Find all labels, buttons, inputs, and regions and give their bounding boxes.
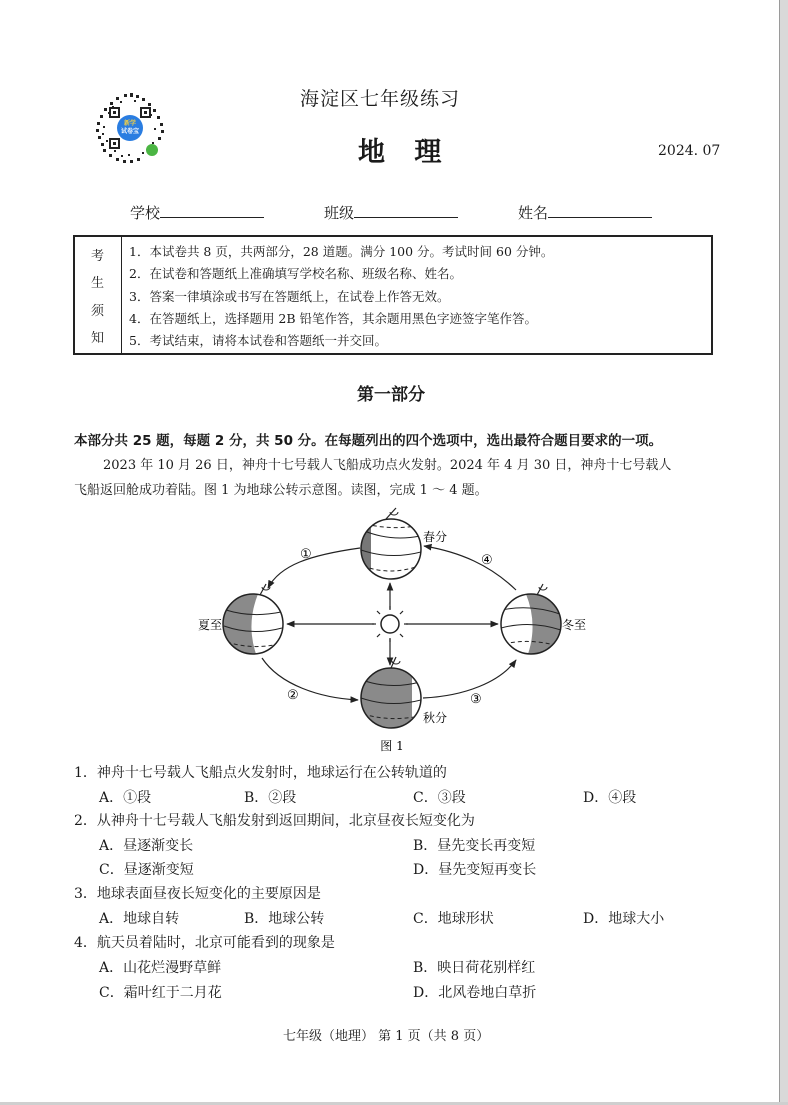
orbit-arc-2 [262,658,358,700]
instructions-side-label [75,237,122,353]
instruction-item: 3．答案一律填涂或书写在答题纸上，在试卷上作答无效。 [129,289,450,304]
section-title: 第一部分 [357,385,425,405]
orbit-arc-4 [424,546,516,590]
class-field [324,202,458,223]
exam-subtitle: 海淀区七年级练习 [300,88,461,110]
figure-caption: 图 1 [380,739,404,753]
side-char: 须 [91,304,105,319]
question-2-option-c[interactable]: C．昼逐渐变短 [99,862,194,878]
label-segment-2: ② [287,688,299,703]
page-edge [780,0,788,1105]
side-char: 知 [91,331,105,346]
question-stem: 2．从神舟十七号载人飞船发射到返回期间，北京昼夜长短变化为 [74,813,475,829]
name-blank [548,203,652,218]
side-char: 生 [91,276,105,291]
label-autumn: 秋分 [423,711,448,725]
earth-winter-solstice [501,584,561,654]
name-label: 姓名 [518,204,549,222]
exam-instructions-box [73,235,713,355]
label-segment-1: ① [300,547,312,562]
question-4-option-b[interactable]: B．映日荷花别样红 [413,960,536,976]
question-1-option-c[interactable]: C．③段 [413,790,466,806]
earth-summer-solstice [223,584,283,654]
question-3-option-c[interactable]: C．地球形状 [413,911,494,927]
instruction-item: 2．在试卷和答题纸上准确填写学校名称、班级名称、姓名。 [129,266,462,281]
earth-autumn-equinox [361,657,422,728]
question-2-option-a[interactable]: A．昼逐渐变长 [99,838,194,854]
question-4-option-a[interactable]: A．山花烂漫野草鲜 [99,960,222,976]
question-3-option-d[interactable]: D．地球大小 [583,911,665,927]
question-stem: 3．地球表面昼夜长短变化的主要原因是 [74,886,321,902]
passage-line: 飞船返回舱成功着陆。图 1 为地球公转示意图。读图，完成 1 ～ 4 题。 [74,483,488,498]
class-label: 班级 [324,204,355,222]
exam-title: 地 理 [358,137,452,168]
page-footer: 七年级（地理） 第 1 页（共 8 页） [283,1029,490,1044]
question-2-option-d[interactable]: D．昼先变短再变长 [413,862,537,878]
section-intro: 本部分共 25 题，每题 2 分，共 50 分。在每题列出的四个选项中，选出最符合题目要求的一项。 [74,433,663,449]
question-2-option-b[interactable]: B．昼先变长再变短 [413,838,536,854]
name-field [518,202,652,223]
school-label: 学校 [130,204,161,222]
school-field [130,202,264,223]
question-1-option-b[interactable]: B．②段 [244,790,297,806]
earth-revolution-figure [190,500,600,760]
sun-icon [372,606,408,642]
label-spring: 春分 [423,530,448,544]
question-3-option-b[interactable]: B．地球公转 [244,911,325,927]
question-stem: 1．神舟十七号载人飞船点火发射时，地球运行在公转轨道的 [74,765,447,781]
question-4-option-c[interactable]: C．霜叶红于二月花 [99,985,222,1001]
exam-date: 2024. 07 [658,143,721,159]
qr-code-logo [94,92,166,164]
label-segment-4: ④ [481,553,493,568]
instruction-item: 5．考试结束，请将本试卷和答题纸一并交回。 [129,333,387,348]
instruction-item: 4．在答题纸上，选择题用 2B 铅笔作答，其余题用黑色字迹签字笔作答。 [129,311,538,326]
qr-label-top: 新学 [123,120,137,127]
earth-spring-equinox [361,508,421,579]
orbit-arc-1 [268,548,360,588]
page-edge-line [779,0,780,1105]
question-4-option-d[interactable]: D．北风卷地白草折 [413,985,537,1001]
school-blank [160,203,264,218]
label-segment-3: ③ [470,692,482,707]
question-1-option-a[interactable]: A．①段 [99,790,152,806]
question-1-option-d[interactable]: D．④段 [583,790,637,806]
class-blank [354,203,458,218]
side-char: 考 [91,249,105,264]
label-winter: 冬至 [562,618,587,632]
instruction-item: 1．本试卷共 8 页，共两部分，28 道题。满分 100 分。考试时间 60 分钟。 [129,244,554,259]
question-stem: 4．航天员着陆时，北京可能看到的现象是 [74,935,335,951]
label-summer: 夏至 [198,618,223,632]
qr-label-bottom: 试卷宝 [120,128,140,135]
question-3-option-a[interactable]: A．地球自转 [99,911,180,927]
passage-line: 2023 年 10 月 26 日，神舟十七号载人飞船成功点火发射。2024 年 4 月 30 日，神舟十七号载人 [103,458,672,473]
